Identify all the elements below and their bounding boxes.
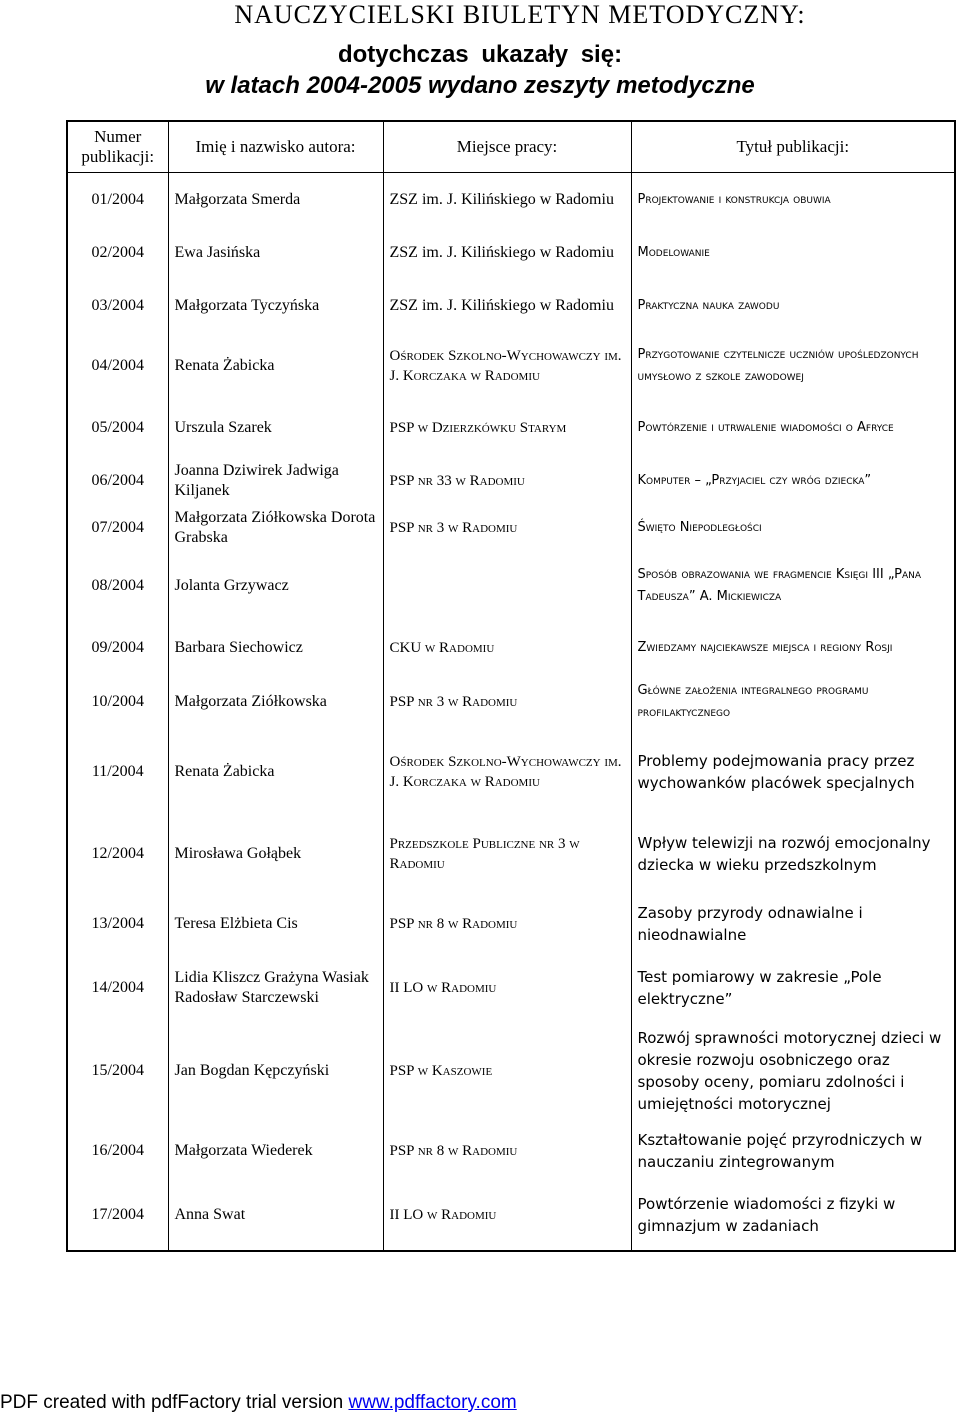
pub-author: Urszula Szarek xyxy=(168,400,383,456)
pub-author: Anna Swat xyxy=(168,1181,383,1251)
pub-number: 03/2004 xyxy=(67,280,168,333)
pub-place: ZSZ im. J. Kilińskiego w Radomiu xyxy=(383,173,631,227)
table-row xyxy=(67,815,955,893)
pub-author: Mirosława Gołąbek xyxy=(168,815,383,893)
pub-place: PSP nr 8 w Radomiu xyxy=(383,1121,631,1181)
header-place: Miejsce pracy: xyxy=(383,121,631,173)
pub-author: Joanna Dziwirek Jadwiga Kiljanek xyxy=(168,456,383,506)
table-row xyxy=(67,506,955,551)
pub-place: Ośrodek Szkolno-Wychowawczy im. J. Korczaka w Radomiu xyxy=(383,333,631,400)
pub-title: Sposób obrazowania we fragmencie Księgi III „Pana Tadeusza” A. Mickiewicza xyxy=(637,566,921,604)
pub-author: Małgorzata Tyczyńska xyxy=(168,280,383,333)
pub-author: Renata Żabicka xyxy=(168,729,383,815)
pub-number: 06/2004 xyxy=(67,456,168,506)
pub-number: 07/2004 xyxy=(67,506,168,551)
footer-text: PDF created with pdfFactory trial version xyxy=(0,1392,344,1413)
pub-place: PSP nr 3 w Radomiu xyxy=(383,506,631,551)
pub-place: ZSZ im. J. Kilińskiego w Radomiu xyxy=(383,227,631,280)
pub-title: Święto Niepodległości xyxy=(637,520,762,535)
table-row xyxy=(67,551,955,621)
pub-author: Teresa Elżbieta Cis xyxy=(168,893,383,955)
table-row xyxy=(67,1121,955,1181)
table-row xyxy=(67,280,955,333)
pub-number: 04/2004 xyxy=(67,333,168,400)
pub-place: ZSZ im. J. Kilińskiego w Radomiu xyxy=(383,280,631,333)
pub-number: 05/2004 xyxy=(67,400,168,456)
pdffactory-link[interactable]: www.pdffactory.com xyxy=(348,1392,517,1413)
header-author: Imię i nazwisko autora: xyxy=(168,121,383,173)
pub-title: Zwiedzamy najciekawsze miejsca i regiony Rosji xyxy=(637,639,893,655)
pub-title: Wpływ telewizji na rozwój emocjonalny dziecka w wieku przedszkolnym xyxy=(637,833,931,874)
pub-title: Zasoby przyrody odnawialne i nieodnawialne xyxy=(637,903,863,944)
pub-title: Test pomiarowy w zakresie „Pole elektryczne” xyxy=(637,967,882,1008)
pub-title: Główne założenia integralnego programu profilaktycznego xyxy=(637,682,869,720)
pub-author: Ewa Jasińska xyxy=(168,227,383,280)
header-title: Tytuł publikacji: xyxy=(631,121,955,173)
pub-number: 11/2004 xyxy=(67,729,168,815)
pub-author: Barbara Siechowicz xyxy=(168,621,383,675)
table-row xyxy=(67,333,955,400)
pub-place: PSP w Kaszowie xyxy=(383,1021,631,1121)
pub-title: Projektowanie i konstrukcja obuwia xyxy=(637,191,831,207)
pub-author: Małgorzata Ziółkowska Dorota Grabska xyxy=(168,506,383,551)
pub-title: Praktyczna nauka zawodu xyxy=(637,298,780,313)
pub-author: Małgorzata Smerda xyxy=(168,173,383,227)
pub-number: 08/2004 xyxy=(67,551,168,621)
publications-table-wrapper xyxy=(66,120,954,1252)
pub-author: Jan Bogdan Kępczyński xyxy=(168,1021,383,1121)
table-header-row xyxy=(67,121,955,173)
pub-title: Rozwój sprawności motorycznej dzieci w okresie rozwoju osobniczego oraz sposoby oceny, pomiaru zdolności i umiejętności motorycznej xyxy=(637,1028,942,1113)
pub-place xyxy=(383,551,631,621)
table-row xyxy=(67,1021,955,1121)
pub-number: 01/2004 xyxy=(67,173,168,227)
table-row xyxy=(67,1181,955,1251)
pub-number: 14/2004 xyxy=(67,955,168,1021)
page-subtitle: dotychczas ukazały się: xyxy=(337,41,623,68)
pub-place: PSP w Dzierzkówku Starym xyxy=(383,400,631,456)
page-subtitle-2: w latach 2004-2005 wydano zeszyty metodyczne xyxy=(205,72,755,99)
pub-title: Modelowanie xyxy=(637,245,710,260)
table-row xyxy=(67,456,955,506)
table-row xyxy=(67,675,955,729)
pub-author: Lidia Kliszcz Grażyna Wasiak Radosław Starczewski xyxy=(168,955,383,1021)
table-row xyxy=(67,173,955,227)
table-row xyxy=(67,893,955,955)
pub-author: Jolanta Grzywacz xyxy=(168,551,383,621)
pub-title: Problemy podejmowania pracy przez wychowanków placówek specjalnych xyxy=(637,751,915,792)
pub-number: 13/2004 xyxy=(67,893,168,955)
pub-place: II LO w Radomiu xyxy=(383,1181,631,1251)
pub-author: Małgorzata Wiederek xyxy=(168,1121,383,1181)
page-title: NAUCZYCIELSKI BIULETYN METODYCZNY: xyxy=(234,0,806,29)
table-row xyxy=(67,621,955,675)
header-number: Numer publikacji: xyxy=(67,121,168,173)
table-row xyxy=(67,729,955,815)
pub-place: Ośrodek Szkolno-Wychowawczy im. J. Korczaka w Radomiu xyxy=(383,729,631,815)
pub-number: 12/2004 xyxy=(67,815,168,893)
table-row xyxy=(67,227,955,280)
pub-place: Przedszkole Publiczne nr 3 w Radomiu xyxy=(383,815,631,893)
pub-title: Kształtowanie pojęć przyrodniczych w nauczaniu zintegrowanym xyxy=(637,1130,923,1171)
pub-number: 10/2004 xyxy=(67,675,168,729)
table-row xyxy=(67,400,955,456)
pub-place: PSP nr 33 w Radomiu xyxy=(383,456,631,506)
pub-title: Powtórzenie i utrwalenie wiadomości o Afryce xyxy=(637,419,894,435)
pub-number: 16/2004 xyxy=(67,1121,168,1181)
table-row xyxy=(67,955,955,1021)
pub-author: Renata Żabicka xyxy=(168,333,383,400)
pub-place: CKU w Radomiu xyxy=(383,621,631,675)
pub-number: 02/2004 xyxy=(67,227,168,280)
pub-title: Przygotowanie czytelnicze uczniów upośledzonych umysłowo z szkole zawodowej xyxy=(637,347,919,384)
pub-title: Komputer – „Przyjaciel czy wróg dziecka” xyxy=(637,472,872,488)
pdf-footer xyxy=(0,1392,517,1414)
pub-title: Powtórzenie wiadomości z fizyki w gimnazjum w zadaniach xyxy=(637,1195,896,1235)
pub-place: II LO w Radomiu xyxy=(383,955,631,1021)
pub-number: 17/2004 xyxy=(67,1181,168,1251)
pub-place: PSP nr 8 w Radomiu xyxy=(383,893,631,955)
pub-number: 09/2004 xyxy=(67,621,168,675)
pub-number: 15/2004 xyxy=(67,1021,168,1121)
pub-place: PSP nr 3 w Radomiu xyxy=(383,675,631,729)
publications-table xyxy=(66,120,956,1252)
pub-author: Małgorzata Ziółkowska xyxy=(168,675,383,729)
